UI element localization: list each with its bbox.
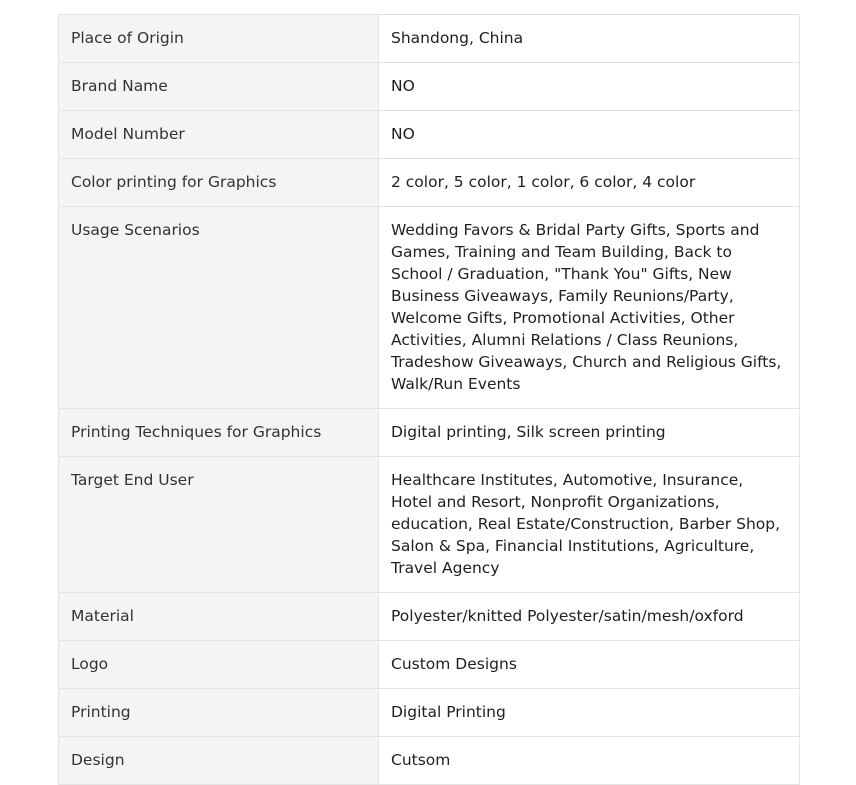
spec-key: Logo [59, 641, 379, 689]
spec-value: 2 color, 5 color, 1 color, 6 color, 4 color [379, 159, 800, 207]
spec-row-place-of-origin [59, 15, 800, 63]
spec-value: NO [379, 111, 800, 159]
spec-key: Color printing for Graphics [59, 159, 379, 207]
spec-key: Usage Scenarios [59, 207, 379, 409]
spec-key: Printing Techniques for Graphics [59, 409, 379, 457]
spec-value: Custom Designs [379, 641, 800, 689]
spec-row-usage-scenarios [59, 207, 800, 409]
spec-key: Brand Name [59, 63, 379, 111]
spec-row-design [59, 737, 800, 785]
spec-row-printing [59, 689, 800, 737]
product-specs-table [58, 14, 800, 785]
spec-value: Digital printing, Silk screen printing [379, 409, 800, 457]
spec-row-printing-techniques [59, 409, 800, 457]
spec-key: Design [59, 737, 379, 785]
specs-table-body [59, 15, 800, 785]
spec-row-material [59, 593, 800, 641]
spec-row-color-printing [59, 159, 800, 207]
spec-value: NO [379, 63, 800, 111]
spec-row-brand-name [59, 63, 800, 111]
spec-key: Model Number [59, 111, 379, 159]
spec-row-logo [59, 641, 800, 689]
spec-row-model-number [59, 111, 800, 159]
spec-value: Shandong, China [379, 15, 800, 63]
spec-value: Cutsom [379, 737, 800, 785]
spec-value: Healthcare Institutes, Automotive, Insurance, Hotel and Resort, Nonprofit Organizations, education, Real Estate/Construction, Barber Shop, Salon & Spa, Financial Institutions, Agriculture, Travel Agency [379, 457, 800, 593]
spec-key: Printing [59, 689, 379, 737]
spec-row-target-end-user [59, 457, 800, 593]
spec-value: Digital Printing [379, 689, 800, 737]
spec-value: Polyester/knitted Polyester/satin/mesh/oxford [379, 593, 800, 641]
spec-key: Place of Origin [59, 15, 379, 63]
spec-key: Target End User [59, 457, 379, 593]
spec-value: Wedding Favors & Bridal Party Gifts, Sports and Games, Training and Team Building, Back to School / Graduation, "Thank You" Gifts, New Business Giveaways, Family Reunions/Party, Welcome Gifts, Promotional Activities, Other Activities, Alumni Relations / Class Reunions, Tradeshow Giveaways, Church and Religious Gifts, Walk/Run Events [379, 207, 800, 409]
spec-key: Material [59, 593, 379, 641]
